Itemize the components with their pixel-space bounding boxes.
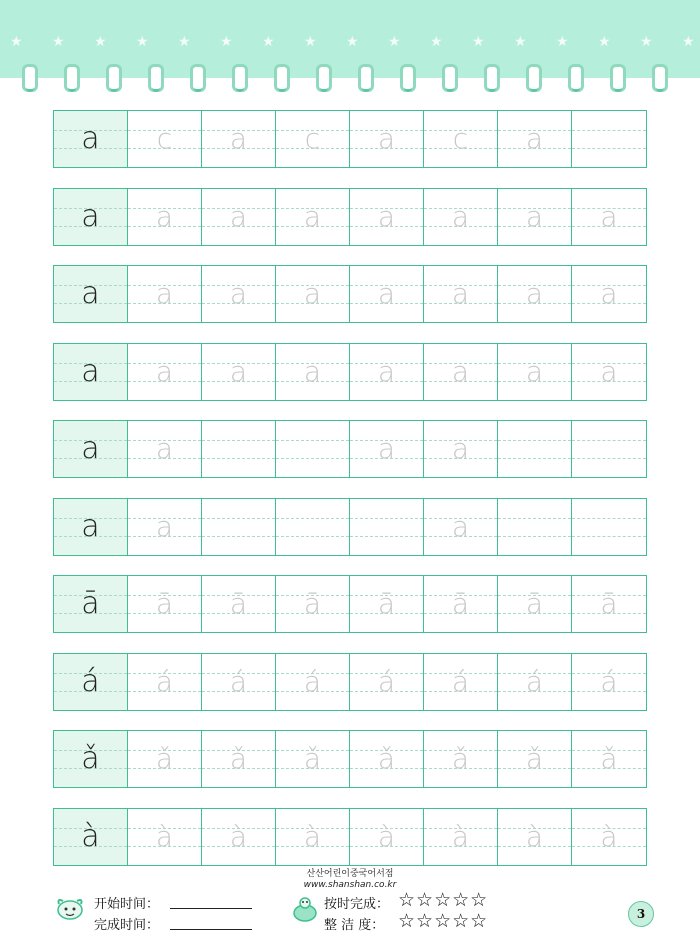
star-deco-icon: ★ bbox=[682, 34, 695, 50]
binding-ring-icon bbox=[610, 64, 626, 92]
trace-glyph: á bbox=[155, 664, 174, 698]
trace-cell[interactable] bbox=[424, 654, 498, 710]
trace-cell[interactable] bbox=[350, 266, 424, 322]
trace-glyph: a bbox=[377, 354, 396, 388]
trace-cell[interactable] bbox=[424, 576, 498, 632]
trace-cell[interactable] bbox=[128, 576, 202, 632]
trace-glyph: a bbox=[303, 199, 322, 233]
trace-cell[interactable] bbox=[128, 499, 202, 555]
trace-glyph: a bbox=[600, 277, 618, 310]
trace-cell[interactable] bbox=[350, 421, 424, 477]
finish-time-label: 完成时间： bbox=[94, 918, 160, 933]
trace-cell[interactable] bbox=[202, 654, 276, 710]
trace-glyph: ā bbox=[600, 587, 618, 620]
model-cell bbox=[54, 266, 128, 322]
trace-glyph: ǎ bbox=[451, 742, 470, 775]
trace-glyph: a bbox=[155, 432, 174, 465]
trace-cell[interactable] bbox=[572, 189, 646, 245]
trace-glyph: a bbox=[377, 432, 396, 465]
trace-glyph: ā bbox=[155, 587, 174, 620]
trace-glyph: a bbox=[600, 199, 618, 233]
binding-ring-icon bbox=[274, 64, 290, 92]
trace-glyph: á bbox=[229, 664, 248, 698]
model-glyph: ā bbox=[81, 586, 100, 621]
trace-cell[interactable] bbox=[350, 654, 424, 710]
trace-glyph: a bbox=[451, 432, 470, 465]
trace-glyph: a bbox=[451, 509, 470, 543]
practice-row bbox=[53, 420, 647, 478]
binding-ring-icon bbox=[64, 64, 80, 92]
on-time-label: 按时完成： bbox=[324, 897, 390, 912]
trace-glyph: ǎ bbox=[600, 742, 618, 775]
trace-cell[interactable] bbox=[128, 189, 202, 245]
trace-cell[interactable] bbox=[498, 421, 572, 477]
star-deco-icon: ★ bbox=[304, 34, 317, 50]
trace-cell[interactable] bbox=[498, 654, 572, 710]
trace-glyph: a bbox=[229, 199, 248, 233]
spiral-binding bbox=[0, 64, 700, 98]
trace-cell[interactable] bbox=[202, 266, 276, 322]
trace-glyph: á bbox=[377, 664, 396, 698]
trace-glyph: ā bbox=[377, 587, 396, 620]
trace-glyph: à bbox=[229, 819, 248, 853]
trace-cell[interactable] bbox=[276, 344, 350, 400]
star-deco-icon: ★ bbox=[640, 34, 653, 50]
practice-row bbox=[53, 575, 647, 633]
sheep-icon bbox=[55, 896, 85, 922]
trace-cell[interactable] bbox=[202, 344, 276, 400]
model-cell bbox=[54, 576, 128, 632]
trace-cell[interactable] bbox=[202, 576, 276, 632]
trace-glyph: a bbox=[377, 277, 396, 310]
trace-glyph: a bbox=[155, 354, 174, 388]
model-cell bbox=[54, 654, 128, 710]
binding-ring-icon bbox=[22, 64, 38, 92]
trace-glyph: ā bbox=[451, 587, 470, 620]
binding-ring-icon bbox=[148, 64, 164, 92]
trace-glyph: ǎ bbox=[229, 742, 248, 775]
trace-cell[interactable] bbox=[202, 421, 276, 477]
trace-cell[interactable] bbox=[498, 576, 572, 632]
neatness-label: 整 洁 度： bbox=[324, 918, 385, 933]
trace-glyph: à bbox=[155, 819, 174, 853]
trace-cell[interactable] bbox=[202, 499, 276, 555]
trace-cell[interactable] bbox=[202, 189, 276, 245]
trace-glyph: ā bbox=[303, 587, 322, 620]
star-deco-icon: ★ bbox=[346, 34, 359, 50]
practice-row bbox=[53, 343, 647, 401]
trace-glyph: à bbox=[525, 819, 544, 853]
trace-glyph: ǎ bbox=[155, 742, 174, 775]
turtle-icon bbox=[290, 896, 320, 924]
star-deco-icon: ★ bbox=[388, 34, 401, 50]
trace-cell[interactable] bbox=[202, 809, 276, 865]
trace-cell[interactable] bbox=[350, 111, 424, 167]
trace-cell[interactable] bbox=[128, 344, 202, 400]
trace-glyph: a bbox=[451, 199, 470, 233]
trace-cell[interactable] bbox=[276, 189, 350, 245]
trace-cell[interactable] bbox=[424, 344, 498, 400]
binding-ring-icon bbox=[442, 64, 458, 92]
trace-glyph: ǎ bbox=[303, 742, 322, 775]
trace-cell[interactable] bbox=[128, 111, 202, 167]
binding-ring-icon bbox=[232, 64, 248, 92]
binding-ring-icon bbox=[106, 64, 122, 92]
trace-cell[interactable] bbox=[276, 111, 350, 167]
practice-row bbox=[53, 653, 647, 711]
trace-glyph: a bbox=[451, 354, 470, 388]
trace-glyph: a bbox=[377, 199, 396, 233]
model-glyph: a bbox=[81, 431, 100, 466]
trace-glyph: c bbox=[452, 122, 469, 155]
trace-glyph: á bbox=[600, 664, 618, 698]
on-time-star-rating[interactable]: ☆☆☆☆☆ bbox=[398, 889, 489, 911]
trace-cell[interactable] bbox=[202, 731, 276, 787]
trace-cell[interactable] bbox=[276, 266, 350, 322]
model-cell bbox=[54, 189, 128, 245]
trace-glyph: à bbox=[377, 819, 396, 853]
model-glyph: á bbox=[81, 663, 100, 699]
trace-glyph: ā bbox=[525, 587, 544, 620]
trace-glyph: à bbox=[303, 819, 322, 853]
trace-cell[interactable] bbox=[128, 654, 202, 710]
start-time-blank bbox=[170, 908, 252, 909]
star-deco-icon: ★ bbox=[136, 34, 149, 50]
binding-ring-icon bbox=[526, 64, 542, 92]
trace-glyph: a bbox=[525, 277, 544, 310]
trace-cell[interactable] bbox=[276, 731, 350, 787]
trace-glyph: c bbox=[156, 122, 173, 155]
star-deco-icon: ★ bbox=[178, 34, 191, 50]
trace-cell[interactable] bbox=[276, 499, 350, 555]
star-deco-icon: ★ bbox=[220, 34, 233, 50]
trace-cell[interactable] bbox=[424, 189, 498, 245]
trace-cell[interactable] bbox=[350, 189, 424, 245]
trace-glyph: a bbox=[155, 277, 174, 310]
practice-row bbox=[53, 808, 647, 866]
trace-cell[interactable] bbox=[498, 731, 572, 787]
star-deco-icon: ★ bbox=[472, 34, 485, 50]
star-deco-icon: ★ bbox=[556, 34, 569, 50]
page-number: 3 bbox=[628, 901, 654, 927]
trace-glyph: à bbox=[451, 819, 470, 853]
trace-cell[interactable] bbox=[498, 189, 572, 245]
trace-glyph: ǎ bbox=[377, 742, 396, 775]
trace-cell[interactable] bbox=[572, 344, 646, 400]
trace-cell[interactable] bbox=[424, 499, 498, 555]
trace-glyph: a bbox=[525, 122, 544, 155]
practice-row bbox=[53, 498, 647, 556]
model-cell bbox=[54, 731, 128, 787]
model-cell bbox=[54, 809, 128, 865]
trace-cell[interactable] bbox=[350, 731, 424, 787]
trace-glyph: c bbox=[304, 122, 321, 155]
trace-cell[interactable] bbox=[128, 731, 202, 787]
model-cell bbox=[54, 111, 128, 167]
star-deco-icon: ★ bbox=[52, 34, 65, 50]
trace-glyph: à bbox=[600, 819, 618, 853]
trace-cell[interactable] bbox=[276, 809, 350, 865]
trace-glyph: a bbox=[229, 354, 248, 388]
trace-cell[interactable] bbox=[572, 654, 646, 710]
star-deco-icon: ★ bbox=[430, 34, 443, 50]
trace-glyph: a bbox=[303, 354, 322, 388]
trace-cell[interactable] bbox=[276, 654, 350, 710]
trace-cell[interactable] bbox=[424, 111, 498, 167]
trace-glyph: á bbox=[525, 664, 544, 698]
trace-glyph: a bbox=[155, 509, 174, 543]
trace-glyph: á bbox=[451, 664, 470, 698]
star-deco-icon: ★ bbox=[94, 34, 107, 50]
trace-cell[interactable] bbox=[424, 809, 498, 865]
binding-ring-icon bbox=[358, 64, 374, 92]
trace-cell[interactable] bbox=[424, 266, 498, 322]
model-cell bbox=[54, 499, 128, 555]
trace-cell[interactable] bbox=[572, 576, 646, 632]
finish-time-blank bbox=[170, 929, 252, 930]
model-cell bbox=[54, 421, 128, 477]
trace-cell[interactable] bbox=[128, 809, 202, 865]
model-glyph: ǎ bbox=[81, 741, 100, 776]
model-cell bbox=[54, 344, 128, 400]
trace-cell[interactable] bbox=[572, 809, 646, 865]
start-time-label: 开始时间： bbox=[94, 897, 160, 912]
model-glyph: a bbox=[81, 508, 100, 544]
watermark-line-2: www.shanshan.co.kr bbox=[303, 880, 397, 890]
trace-cell[interactable] bbox=[350, 499, 424, 555]
model-glyph: a bbox=[81, 198, 100, 234]
binding-ring-icon bbox=[652, 64, 668, 92]
trace-cell[interactable] bbox=[572, 266, 646, 322]
trace-cell[interactable] bbox=[498, 111, 572, 167]
binding-ring-icon bbox=[568, 64, 584, 92]
trace-glyph: a bbox=[303, 277, 322, 310]
practice-row bbox=[53, 265, 647, 323]
model-glyph: à bbox=[81, 818, 100, 854]
trace-cell[interactable] bbox=[350, 576, 424, 632]
trace-glyph: a bbox=[451, 277, 470, 310]
practice-row bbox=[53, 188, 647, 246]
trace-glyph: a bbox=[600, 354, 618, 388]
trace-cell[interactable] bbox=[350, 809, 424, 865]
watermark-line-1: 산산어린이중국어서점 bbox=[306, 869, 394, 879]
trace-cell[interactable] bbox=[128, 421, 202, 477]
neatness-star-rating[interactable]: ☆☆☆☆☆ bbox=[398, 910, 489, 932]
trace-glyph: a bbox=[155, 199, 174, 233]
trace-cell[interactable] bbox=[498, 344, 572, 400]
binding-ring-icon bbox=[400, 64, 416, 92]
trace-cell[interactable] bbox=[498, 499, 572, 555]
trace-cell[interactable] bbox=[202, 111, 276, 167]
star-decoration-row bbox=[0, 34, 700, 54]
star-deco-icon: ★ bbox=[598, 34, 611, 50]
trace-glyph: a bbox=[229, 277, 248, 310]
trace-cell[interactable] bbox=[128, 266, 202, 322]
trace-cell[interactable] bbox=[424, 731, 498, 787]
binding-ring-icon bbox=[316, 64, 332, 92]
model-glyph: a bbox=[81, 276, 100, 311]
trace-cell[interactable] bbox=[350, 344, 424, 400]
trace-cell[interactable] bbox=[498, 809, 572, 865]
trace-glyph: a bbox=[525, 354, 544, 388]
star-deco-icon: ★ bbox=[10, 34, 23, 50]
trace-cell[interactable] bbox=[276, 421, 350, 477]
trace-glyph: a bbox=[525, 199, 544, 233]
trace-cell[interactable] bbox=[572, 731, 646, 787]
trace-glyph: ā bbox=[229, 587, 248, 620]
trace-cell[interactable] bbox=[572, 421, 646, 477]
trace-cell[interactable] bbox=[572, 499, 646, 555]
practice-row bbox=[53, 110, 647, 168]
practice-row bbox=[53, 730, 647, 788]
trace-glyph: ǎ bbox=[525, 742, 544, 775]
trace-cell[interactable] bbox=[498, 266, 572, 322]
trace-glyph: a bbox=[377, 122, 396, 155]
trace-cell[interactable] bbox=[424, 421, 498, 477]
trace-cell[interactable] bbox=[572, 111, 646, 167]
model-glyph: a bbox=[81, 353, 100, 389]
trace-glyph: á bbox=[303, 664, 322, 698]
star-deco-icon: ★ bbox=[262, 34, 275, 50]
binding-ring-icon bbox=[484, 64, 500, 92]
binding-ring-icon bbox=[190, 64, 206, 92]
trace-glyph: a bbox=[229, 122, 248, 155]
trace-cell[interactable] bbox=[276, 576, 350, 632]
star-deco-icon: ★ bbox=[514, 34, 527, 50]
model-glyph: a bbox=[81, 121, 100, 156]
